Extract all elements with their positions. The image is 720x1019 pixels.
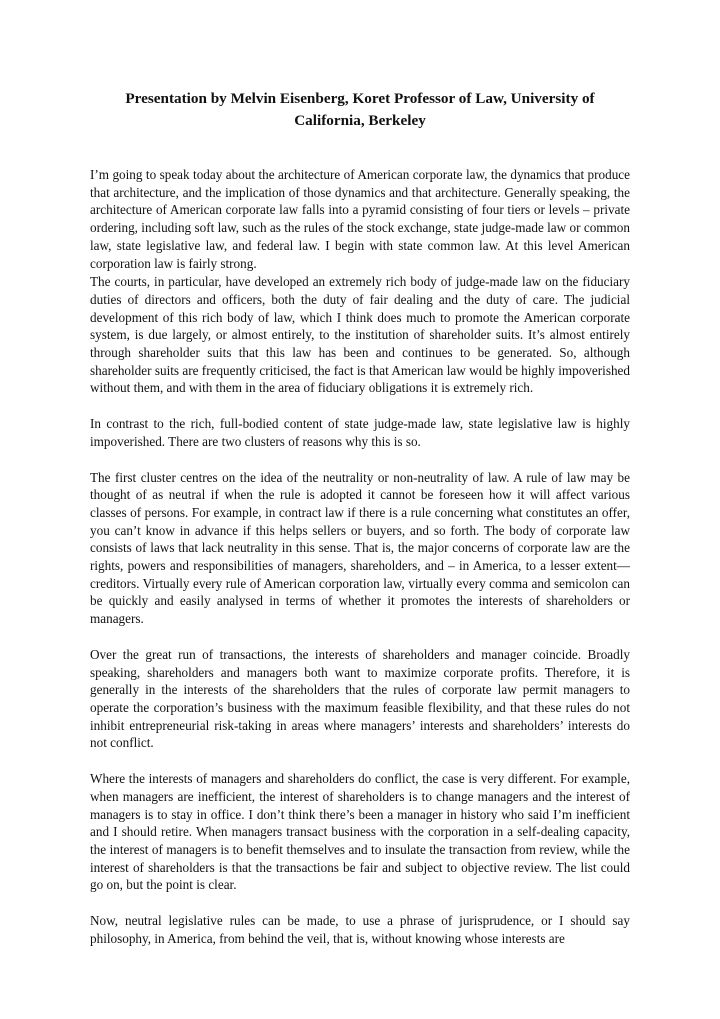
document-body — [90, 166, 630, 947]
paragraph: Where the interests of managers and shareholders do conflict, the case is very different. For example, when managers are inefficient, the interest of shareholders is to change managers and the interest of managers is to stay in office. I don’t think there’s been a manager in history who said I’m inefficient and I should retire. When managers transact business with the corporation in a self-dealing capacity, the interest of managers is to benefit themselves and to insulate the transaction from review, while the interest of shareholders is that the transactions be fair and subject to objective review. The list could go on, but the point is clear. — [90, 771, 630, 893]
paragraph: The first cluster centres on the idea of the neutrality or non-neutrality of law. A rule of law may be thought of as neutral if when the rule is adopted it cannot be foreseen how it will affect various classes of persons. For example, in contract law if there is a rule concerning what constitutes an offer, you can’t know in advance if this helps sellers or buyers, and so forth. The body of corporate law consists of laws that lack neutrality in this sense. That is, the major concerns of corporate law are the rights, powers and responsibilities of managers, shareholders, and – in America, to a lesser extent—creditors. Virtually every rule of American corporation law, virtually every comma and semicolon can be quickly and easily analysed in terms of whether it promotes the interests of shareholders or managers. — [90, 469, 630, 627]
paragraph: Over the great run of transactions, the interests of shareholders and manager coincide. Broadly speaking, shareholders and managers both want to maximize corporate profits. Therefore, it is generally in the interests of the shareholders that the rules of corporate law permit managers to operate the corporation’s business with the maximum feasible flexibility, and that these rules do not inhibit entrepreneurial risk-taking in areas where managers’ interests and shareholders’ interests do not conflict. — [90, 646, 630, 751]
paragraph: Now, neutral legislative rules can be made, to use a phrase of jurisprudence, or I should say philosophy, in America, from behind the veil, that is, without knowing whose interests are — [90, 913, 630, 946]
paragraph: I’m going to speak today about the architecture of American corporate law, the dynamics that produce that architecture, and the implication of those dynamics and that architecture. Generally speaking, the architecture of American corporate law falls into a pyramid consisting of four tiers or levels – private ordering, including soft law, such as the rules of the stock exchange, state judge-made law or common law, state legislative law, and federal law. I begin with state common law. At this level American corporation law is fairly strong. — [90, 167, 630, 271]
paragraph: In contrast to the rich, full-bodied content of state judge-made law, state legislative law is highly impoverished. There are two clusters of reasons why this is so. — [90, 416, 630, 449]
document-title: Presentation by Melvin Eisenberg, Koret Professor of Law, University of California, Berkeley — [125, 90, 595, 129]
paragraph: The courts, in particular, have developed an extremely rich body of judge-made law on the fiduciary duties of directors and officers, both the duty of fair dealing and the duty of care. The judicial development of this rich body of law, which I think does much to promote the American corporate system, is due largely, or almost entirely, to the institution of shareholder suits. It’s almost entirely through shareholder suits that this law has been and continues to be generated. So, although shareholder suits are frequently criticised, the fact is that American law would be highly impoverished without them, and with them in the area of fiduciary obligations it is extremely rich. — [90, 274, 630, 396]
